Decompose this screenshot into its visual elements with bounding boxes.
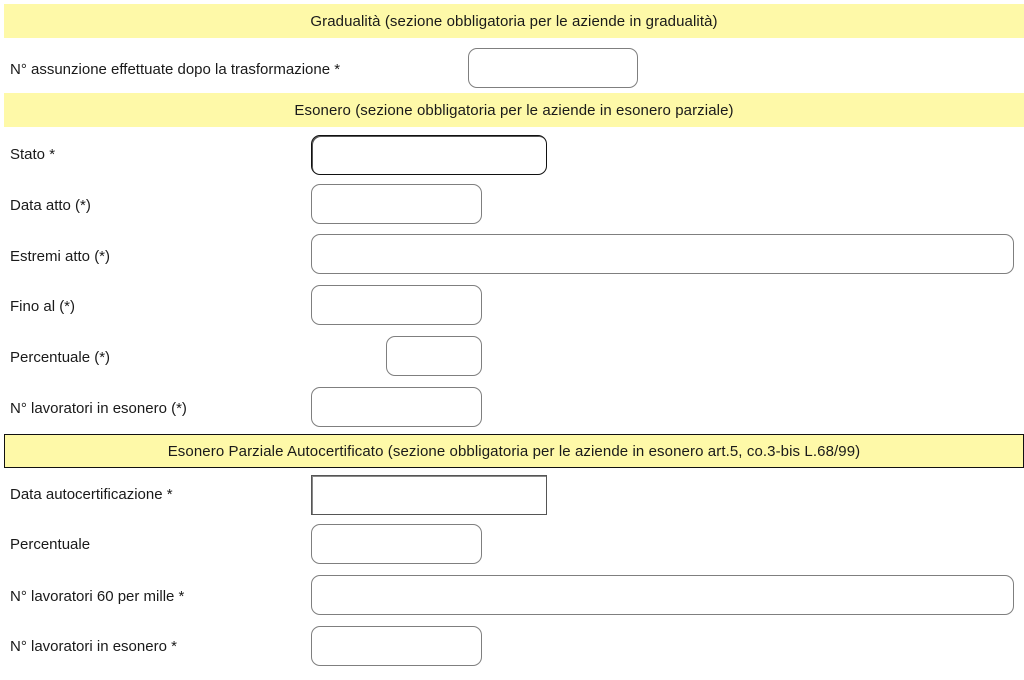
fino-al-label: Fino al (*): [10, 298, 76, 315]
estremi-atto-input[interactable]: [311, 234, 1014, 274]
percentuale-input[interactable]: [386, 336, 482, 376]
lavoratori-esonero-auto-label: N° lavoratori in esonero *: [10, 638, 177, 655]
section-title-esonero: Esonero (sezione obbligatoria per le aziende in esonero parziale): [294, 101, 734, 119]
percentuale-label: Percentuale (*): [10, 349, 111, 366]
percentuale-auto-label: Percentuale: [10, 536, 91, 553]
stato-input[interactable]: [311, 135, 547, 175]
data-autocertificazione-label: Data autocertificazione *: [10, 486, 173, 503]
lavoratori-esonero-input[interactable]: [311, 387, 482, 427]
section-header-esonero: [4, 93, 1024, 127]
section-title-gradualita: Gradualità (sezione obbligatoria per le aziende in gradualità): [310, 12, 718, 30]
lavoratori-60-input[interactable]: [311, 575, 1014, 615]
assunzioni-label: N° assunzione effettuate dopo la trasformazione *: [10, 61, 341, 78]
data-autocertificazione-input[interactable]: [311, 475, 547, 515]
lavoratori-60-label: N° lavoratori 60 per mille *: [10, 588, 185, 605]
lavoratori-esonero-auto-input[interactable]: [311, 626, 482, 666]
lavoratori-esonero-label: N° lavoratori in esonero (*): [10, 400, 187, 417]
data-atto-input[interactable]: [311, 184, 482, 224]
percentuale-auto-input[interactable]: [311, 524, 482, 564]
section-header-gradualita: [4, 4, 1024, 38]
estremi-atto-label: Estremi atto (*): [10, 248, 111, 265]
stato-label: Stato *: [10, 146, 56, 163]
section-title-autocertificato: Esonero Parziale Autocertificato (sezione obbligatoria per le aziende in esonero art.5, co.3-bis L.68/99): [167, 442, 861, 460]
fino-al-input[interactable]: [311, 285, 482, 325]
data-atto-label: Data atto (*): [10, 197, 91, 214]
assunzioni-input[interactable]: [468, 48, 638, 88]
section-header-autocertificato: [4, 434, 1024, 468]
